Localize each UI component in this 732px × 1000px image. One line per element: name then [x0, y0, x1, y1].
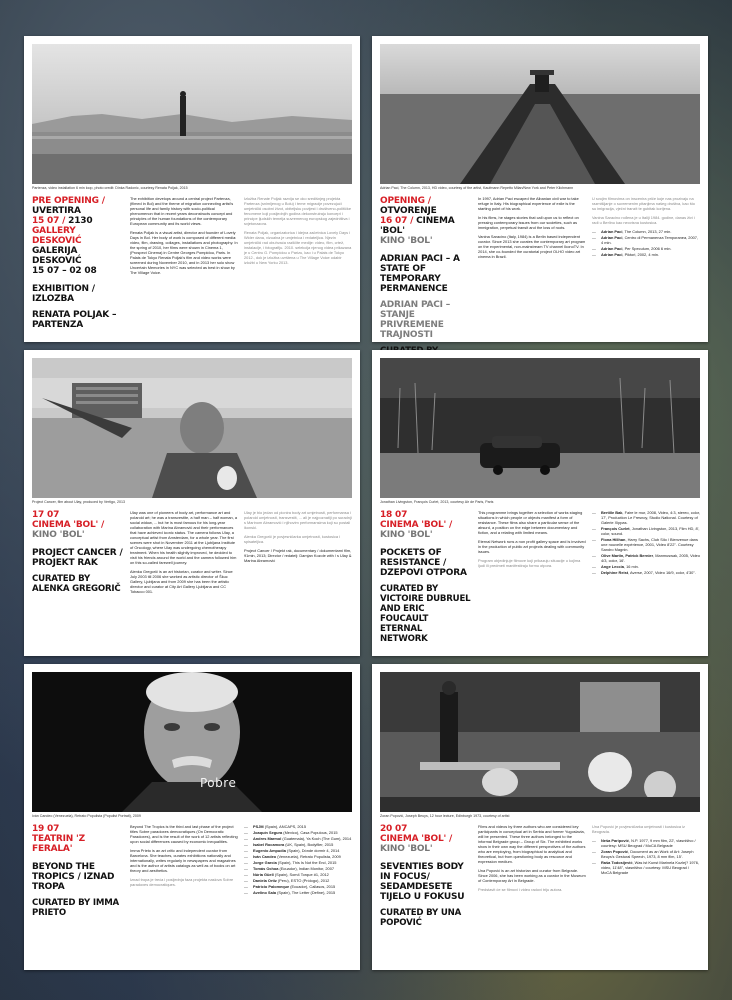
film-item: — Adrian Paci, Centro di Permanenza Temporanea, 2007, 4 min.: [592, 235, 700, 245]
bio-hr: Una Popović je povjesničarka umjetnosti i kustosica iz Beograda.: [592, 824, 685, 834]
photo-project-cancer: [32, 358, 352, 498]
exhibition-name: ADRIAN PACI – A STATE OF TEMPORARY PERMANENCE: [380, 254, 460, 294]
event-title: 19 07 TEATRIN 'Z FERALA' BEYOND THE TROPICS / IZNAD TROPA CURATED BY IMMA PRIETO: [32, 824, 124, 924]
bio-en: Una Popović is an art historian and curator from Belgrade. Since 2006, she has been working as a curator in the Museum of Contemporary Art in Belgrade.: [478, 868, 586, 883]
film-item: — Raša Todosijević, Was ist Kunst Marinela Kozlej? 1976, video, 11'48'', vlasništvo / courtesy: MSU Beograd / MoCA Belgrade: [592, 860, 700, 875]
film-item: — Eugenio Ampudia (Spain), Dónde dormir 4, 2014: [244, 848, 352, 853]
panel-seventies-body: [372, 664, 708, 970]
film-item: — Jorge Garcia (Spain), This Is Not the End, 2015: [244, 860, 352, 865]
photo-overlay-text: Pobre: [200, 776, 237, 790]
film-item: — Daniela Ortiz (Peru), ESTO (Prólogo), 2012: [244, 878, 352, 883]
photo-caption: Zoran Popović, Joseph Beuys, 12 hour lecture, Edinburgh 1973, courtesy of artist: [380, 814, 510, 818]
photo-populist-portrait: [32, 672, 352, 812]
photo-the-column: [380, 44, 700, 184]
film-item: — Ange Leccia, 16 min.: [592, 564, 700, 569]
film-item: — Adrian Paci, Per Speculum, 2006 6 min.: [592, 246, 700, 251]
description-hr: Predstavit će se filmovi i video radovi triju autora.: [478, 887, 563, 892]
film-item: — Tomás Ochoa (Ecuador), Indian Monitor, 2007: [244, 866, 352, 871]
film-item: — Delphine Reist, Averse, 2007, Video 16/9, color, 4'30''.: [592, 570, 700, 575]
photo-caption: Jonathan Livingston, François Curlet, 2013, courtesy Air de Paris, Paris: [380, 500, 494, 504]
photo-caption: Partenza, video installation 6 min loop, photo credit: Dinka Radonic, courtesy Renata Poljak, 2015: [32, 186, 188, 190]
film-item: — Isabel Rocamora (UK, Spain), Bodyfiler, 2015: [244, 842, 352, 847]
panel-project-cancer: [24, 350, 360, 656]
panel-paci: [372, 36, 708, 342]
film-item: — Fiona Hillhan, Harry Sachs, Club Silo / Bienvenue dans une nouvelle expérience, 2001, Video 8'22''. Courtesy Sandro Magnin.: [592, 537, 700, 552]
curator: CURATED BY UNA POPOVIĆ: [380, 908, 462, 928]
film-item: — Avelino Sala (Spain), The Letter (Define), 2015: [244, 890, 352, 895]
film-item: — François Curlet, Jonathan Livingston, 2013, Film HD, 8', color, sound.: [592, 526, 700, 536]
bio-en: Renata Poljak is a visual artist, director and founder of Lovely Days in Bol. Her body of work is composed of different media: video, film, drawing, collages, installations and photography. In the spring of 2010, her films were shown in Cinema 1, (Prospect Cinema) in Centre Georges Pompidou, Paris. In Palais de Tokyo Renata Poljak's film and video works were screened during November 2010, and in 2013 her solo show Uncertain Memories in NYC was selected as best in show by The Village Voice.: [130, 230, 238, 275]
bio-en: Eternal Network runs a non profit gallery space and is involved in the production of public art projects dealing with community issues.: [478, 539, 586, 554]
description-hr: U svojim filmovima on inscenira priče koje nas prozivaju na razmišljanje o suvremenim pitanjima našeg društva, kao što su imigracija, vječni tranzit te gubitak korijena.: [592, 196, 695, 211]
curator: CURATED BY VICTOIRE DUBRUEL AND ERIC FOUCAULT ETERNAL NETWORK: [380, 584, 471, 644]
bio-hr: Alenka Gregorič je povjesničarka umjetnosti, kustosica i spisateljica.: [244, 534, 341, 544]
photo-beuys-lecture: [380, 672, 700, 812]
film-item: — Núria Güell (Spain), Som4 Torque #1, 2012: [244, 872, 352, 877]
event-title: 17 07 CINEMA 'BOL' / KINO 'BOL' PROJECT CANCER / PROJEKT RAK CURATED BY ALENKA GREGORIČ: [32, 510, 123, 594]
panel-beyond-the-tropics: [24, 664, 360, 970]
film-item: — Andres Marmol (Guatemala), Ya Koch (The Gum), 2014: [244, 836, 352, 841]
photo-partenza: [32, 44, 352, 184]
exhibition-name-hr: ADRIAN PACI – STANJE PRIVREMENE TRAJNOSTI: [380, 300, 451, 340]
film-item: — Bertille Bak, Faire le mur, 2008, Video, 4:3, stereo, color, 17', Production Le Fresnoy, Studio National. Courtesy of Galerie Xippas.: [592, 510, 700, 525]
panel-pockets-of-resistance: [372, 350, 708, 656]
event-type: EXHIBITION / IZLOZBA: [32, 284, 95, 304]
exhibition-name: RENATA POLJAK – PARTENZA: [32, 310, 117, 330]
description-hr: Izložba Renate Poljak razvija se oko središnjeg projekta Partenza (snimljenog u Bolu) i teme migracije povezujući umjetnički osobni život, obiteljsku povijest i društveno-političke fenomene koji posljednjih godina dekonstruiraju koncept i principe ljudskih temelja suvremenog europskog zajedništva i svjetonazora.: [244, 196, 352, 226]
film-item: — Adrian Paci, The Column, 2013, 27 min.: [592, 229, 700, 234]
panel-poljak: [24, 36, 360, 342]
curator: CURATED BY ALENKA GREGORIČ: [32, 574, 121, 594]
event-title: 18 07 CINEMA 'BOL' / KINO 'BOL' POCKETS OF RESISTANCE / DZEPOVI OTPORA CURATED BY VICTOIRE DUBRUEL AND ERIC FOUCAULT ETERNAL NETWORK: [380, 510, 471, 644]
photo-jonathan-livingston: [380, 358, 700, 498]
film-item: — Zoran Popović, Document as an Work of Art: Joseph Beuys's Gestural Speech, 1973, 8 mm film, 15'.: [592, 849, 700, 859]
exhibition-name: PROJECT CANCER / PROJEKT RAK: [32, 548, 123, 568]
description-hr: Program objedinjuje filmove koji prikazuju situacije u kojima ljudi ili predmeti manifestiraju formu otpora.: [478, 558, 581, 568]
exhibition-name: SEVENTIES BODY IN FOCUS/ SEDAMDESETE TIJELO U FOKUSU: [380, 862, 465, 902]
photo-caption: Project Cancer, film about Ulay, produced by Vertigo, 2013: [32, 500, 126, 504]
bio-hr: Vanina Saracino rođena je u Italiji 1984. godine, danas živi i radi u Berlinu kao neovisna kustosica.: [592, 215, 695, 225]
curator: CURATED BY IMMA PRIETO: [32, 898, 119, 918]
description-en: The exhibition develops around a central project Partenza, (filmed in Bol) and the theme of migration connecting artist's personal life and family history with socio-political phenomenon that in recent years deconstructs concept and principles of the human foundations of the contemporary European community and its world views.: [130, 196, 234, 226]
film-item: — Neša Paripović, N.P. 1977, 9 mm film, 22', vlasništvo / courtesy: MSU Beograd / MoCA Belgrade: [592, 838, 700, 848]
film-item: — Adrian Paci, Piktori, 2002, 4 min.: [592, 252, 700, 257]
film-item: — PSJM (Spain), ANCAPS, 2015: [244, 824, 352, 829]
description-en: Beyond The Tropics is the third and last phase of the project titles Sobre paradoxes democratiques (On Democratic Paradoxes), and is the result of the work of 12 artists reflecting upon social differences caused by economic inequalities.: [130, 824, 238, 844]
bio-en: Imma Prieto is an art critic and independent curator from Barcelona. She teaches, curates exhibitions nationally and internationally, writes regularly in newspapers and magazines and is the author of artists catalogs as well as of books on art theory and aesthetics.: [130, 848, 236, 873]
description-hr: Ulay je bio jedan od pionira body art umjetnosti, performansa i polaroid umjetnosti, transvestit, ... ali je najpoznatiji po suradnji s Marinom Abramović i njihovim performansima koji su postali ikonski.: [244, 510, 352, 530]
description-en: Ulay was one of pioneers of body art, performance art and polaroid art; he was a transvestite, a half man – half woman, a social widow, ... but he is most famous for his long-year collaboration with Marina Abramović and their performances that have achieved iconic status. The camera follows Ulay, a conceptual artist from Amsterdam, for a whole year. The first scenes were shot in November 2011 at the Ljubljana Institute of Oncology, where Ulay was undergoing chemotherapy treatment. When his health slightly improved, he decided to visit his friends around the world and the camera followed him on this so-called farewell journey.: [130, 510, 238, 565]
event-title: OPENING / OTVORENJE 16 07 / CINEMA 'BOL' KINO 'BOL' ADRIAN PACI – A STATE OF TEMPORARY PERMANENCE ADRIAN PACI – STANJE PRIVREMENE TRAJNOSTI: [380, 196, 472, 372]
bio-en: Vanina Saracino (Italy, 1984) is a Berlin based independent curator. Since 2013 she curates the contemporary art program on the experimental, non-mainstream TV channel IkonoTV. In 2014, she co-founded the curatorial project OLHO video art cinema in Brazil.: [478, 234, 586, 259]
exhibition-name: BEYOND THE TROPICS / IZNAD TROPA: [32, 862, 115, 892]
exhibition-name: POCKETS OF RESISTANCE / DZEPOVI OTPORA: [380, 548, 467, 578]
photo-caption: Iván Candeo (Venezuela), Retrato Populista (Populist Portrait), 2009: [32, 814, 141, 818]
description-en-2: In his films, he stages stories that call upon us to reflect on pressing contemporary issues from our societies, such as immigration, perpetual transit and the loss of roots.: [478, 215, 579, 230]
film-item: — Joaquín Segura (Mexico), Casa Populous, 2015: [244, 830, 352, 835]
event-title: 20 07 CINEMA 'BOL' / KINO 'BOL' SEVENTIES BODY IN FOCUS/ SEDAMDESETE TIJELO U FOKUSU CURATED BY UNA POPOVIĆ: [380, 824, 472, 934]
film-item: — Patricio Palomeque (Ecuador), Callasos, 2015: [244, 884, 352, 889]
bio-hr: Renata Poljak, organizatorica i idejna začetnica Lovely Days i Wider dana, vizualna je umjetnica i redateljica. Njezin umjetnički rad obuhvaća različite medije: video, film, crtež, instalacije, i fotografiju. 2010. selekcija njenog videa prikazana je u Centru G. Pompidou u Parizu, kao i u Palais de Tokyo 2012., dok je izložba uvrštena u The Village Voice odabir izložbi u New Yorku 2013.: [244, 230, 352, 265]
description-en: In 1997, Adrian Paci escaped the Albanian civil war to take refuge in Italy. His biographical experience of exile is the starting point of his work.: [478, 196, 579, 211]
description-en: Films and videos by three authors who are considered key participants in conceptual art in Serbia and former Yugoslavia, will be presented. These three authors belonged to the informal Belgrade group – Group of Six. The exhibited works show in their own way the different perspectives of the authors who are employing, from biographical to analytical and theoretical, but from questioning body as resource and expression medium.: [478, 824, 586, 864]
bio-en: Alenka Gregorič is an art historian, curator and writer. Since July 2003 till 2006 she worked as artistic director of Škuc Gallery, Ljubljana and from 2009 she has been the artistic director and curator at City Art Gallery Ljubljana and CC Tobacco 001.: [130, 569, 233, 594]
film-item: — Iván Candeo (Venezuela), Retrato Populista, 2009: [244, 854, 352, 859]
event-title: PRE OPENING / UVERTIRA 15 07 / 2130 GALLERY DESKOVIĆ GALERIJA DESKOVIĆ 15 07 – 02 08 EXHIBITION / IZLOZBA RENATA POLJAK – PARTENZA: [32, 196, 124, 336]
photo-caption: Adrian Paci, The Column, 2013, HD video, courtesy of the artist, Kaufmann Repetto Milan/New York and Peter Kilchmann: [380, 186, 574, 190]
description-en: This programme brings together a selection of works staging situations in which people or objects manifest a form of resistance. These films also share a particular sense of the absurd, a position on the edge between documentary and fiction, and a relating with limited means.: [478, 510, 583, 535]
description-hr: Iznad tropa je treća i posljednja faza projekta naslova Sobre paradoxes democratiques.: [130, 877, 234, 887]
film-credits: Project Cancer / Projekt rak, documentary / dokumentarni film, 91min, 2013; Director / redatelj: Damjan Kozole with / s Ulay & Marina Abramović: [244, 548, 352, 563]
film-item: — Olive Martin, Patrick Bernier, Manmuswak, 2005, Video 4/3, color, 16'.: [592, 553, 700, 563]
